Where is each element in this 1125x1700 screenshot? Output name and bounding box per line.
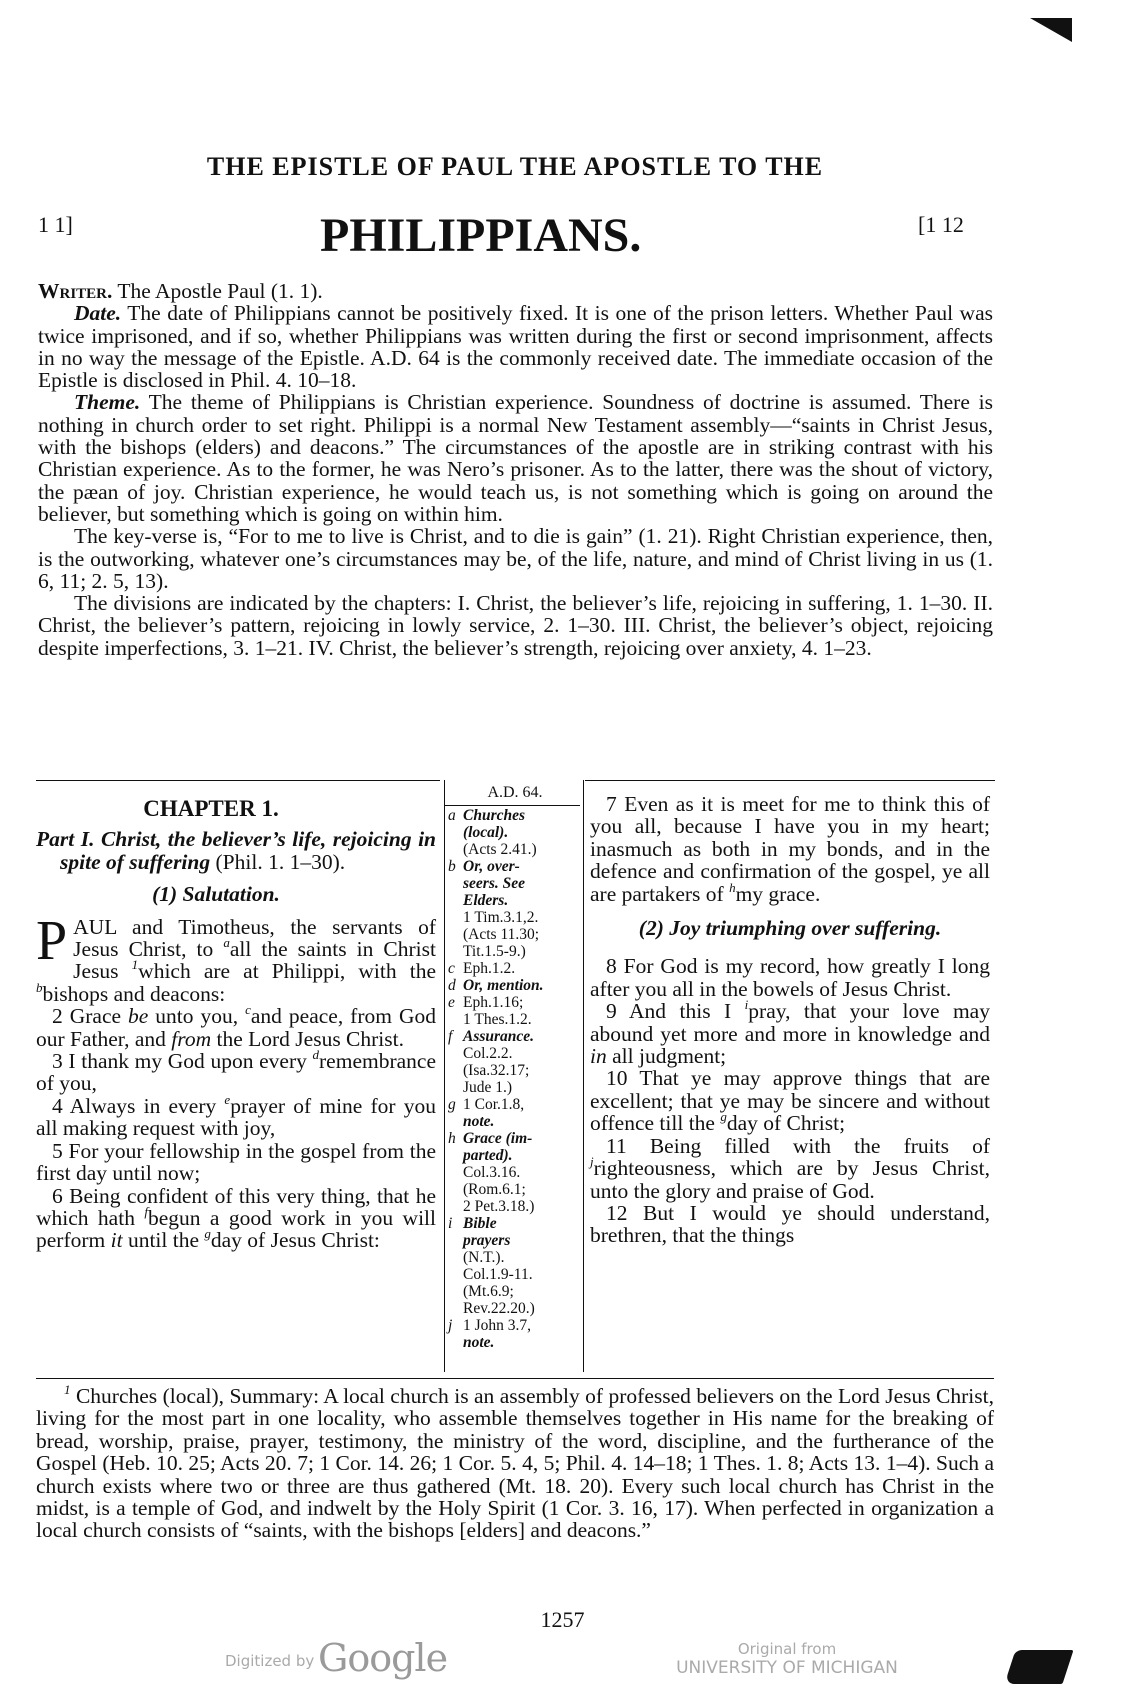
verse-2-text-a: 2 Grace	[52, 1004, 129, 1029]
theme-text: The theme of Philippians is Christian experience. Soundness of doctrine is assumed. There is nothing in church order to set right. Philippi is a normal New Testament assembly—“saints in Christ Jesus, with the bishops (elders) and deacons.” The circumstances of the apostle are in striking contrast with his Christian experience. As to the former, he was Nero’s prisoner. As to the latter, there was the shout of victory, the pæan of joy. Christian experience, he would teach us, is not something which is going on around the believer, but something which is going on within him.	[38, 390, 993, 526]
margin-ref-letter: h	[448, 1130, 456, 1147]
margin-ref-line: Bible	[463, 1215, 497, 1232]
margin-ref-line: Eph.1.2.	[463, 960, 516, 977]
right-column	[590, 793, 990, 1247]
ref-marker: d	[312, 1047, 320, 1063]
verse-2	[36, 1002, 436, 1051]
margin-ref-line: note.	[463, 1334, 495, 1351]
verse-1-text-b: all the saints in Christ Jesus	[73, 937, 436, 984]
verse-9-text-a: 9 And this I	[606, 999, 745, 1024]
verse-3-text-b: remembrance of you,	[36, 1049, 436, 1096]
salutation-heading-text: (1) Salutation.	[152, 882, 280, 907]
part-title-text: Part I. Christ, the believer’s life, rejoicing in spite of suffering	[36, 827, 436, 874]
margin-ref-line: (N.T.).	[463, 1249, 505, 1266]
date-label: Date.	[74, 301, 122, 326]
verse-9-text-b: pray, that your love may abound yet more and more in knowledge and	[590, 999, 990, 1046]
margin-ref	[448, 1130, 576, 1215]
margin-ref-line: Churches	[463, 807, 526, 824]
verse-6	[36, 1185, 436, 1252]
ref-marker: c	[245, 1002, 251, 1018]
margin-ref-letter: j	[448, 1317, 453, 1334]
epistle-heading: THE EPISTLE OF PAUL THE APOSTLE TO THE	[206, 152, 824, 181]
margin-ref-line: 1 Cor.1.8,	[463, 1096, 525, 1113]
verse-12: 12 But I would ye should understand, brethren, that the things	[590, 1200, 990, 1248]
verse-1-text-a: AUL and Timotheus, the servants of Jesus Christ, to	[73, 914, 436, 962]
margin-ref	[448, 977, 576, 994]
verse-6-italic: it	[110, 1228, 123, 1253]
verse-3-text-a: 3 I thank my God upon every	[52, 1049, 313, 1074]
left-chapter-ref: 1 1]	[38, 212, 73, 237]
margin-ref-line: (local).	[463, 824, 509, 841]
ref-marker: a	[223, 935, 230, 951]
university-label: UNIVERSITY OF MICHIGAN	[676, 1658, 898, 1678]
margin-ref-letter: b	[448, 858, 456, 875]
keyverse-paragraph: The key-verse is, “For to me to live is Christ, and to die is gain” (1. 21). Right Christian experience, then, is the outworking, whatever one’s circumstances may be, of the life, nature, and mind of Christ living in us (1. 6, 11; 2. 5, 13).	[38, 524, 993, 593]
margin-ref-line: Col.3.16.	[463, 1164, 521, 1181]
margin-ref-line: Col.2.2.	[463, 1045, 513, 1062]
margin-ref	[448, 1317, 576, 1351]
column-divider-left	[444, 780, 445, 1372]
margin-ref-line: Or, over-	[463, 858, 520, 875]
column-divider-right	[583, 780, 584, 1372]
margin-ref-letter: a	[448, 807, 456, 824]
margin-ref-line: Jude 1.)	[463, 1079, 513, 1096]
margin-ref-line: Col.1.9-11.	[463, 1266, 533, 1283]
margin-ref-letter: i	[448, 1215, 453, 1232]
verse-5: 5 For your fellowship in the gospel from the first day until now;	[36, 1138, 436, 1186]
verse-4-text-a: 4 Always in every	[52, 1093, 225, 1118]
verse-6-text-b: begun a good work in you will perform	[36, 1205, 436, 1253]
footnote	[36, 1382, 994, 1543]
verse-2-italic: be	[128, 1004, 149, 1029]
verse-7-text-a: 7 Even as it is meet for me to think this of you all, because I have you in my heart; inasmuch as both in my bonds, and in the defence and confirmation of the gospel, ye all are partakers of	[590, 792, 990, 906]
book-title: PHILIPPIANS.	[320, 209, 642, 262]
margin-ref-list	[448, 807, 576, 1351]
ref-marker: b	[36, 979, 43, 995]
margin-ref-line: prayers	[463, 1232, 511, 1249]
introduction	[38, 280, 993, 659]
joy-heading-text: (2) Joy triumphing over suffering.	[638, 916, 942, 941]
margin-ref-letter: e	[448, 994, 455, 1011]
verse-7	[590, 793, 990, 905]
margin-ref-line: Elders.	[463, 892, 509, 909]
margin-ref	[448, 1215, 576, 1317]
verse-1-text-d: bishops and deacons:	[42, 981, 226, 1006]
margin-ref-line: Or, mention.	[463, 977, 544, 994]
verse-2-text-b: unto you,	[148, 1004, 246, 1029]
verse-11-text-b: righteousness, which are by Jesus Christ, unto the glory and praise of God.	[590, 1156, 990, 1203]
theme-label: Theme.	[74, 390, 141, 415]
date-text: The date of Philippians cannot be positively fixed. It is one of the prison letters. Whether Paul was twice imprisoned, and if so, whether Philippians was written during the first or second imprisonment, affects in no way the message of the Epistle. A.D. 64 is the commonly received date. The immediate occasion of the Epistle is disclosed in Phil. 4. 10–18.	[38, 301, 993, 393]
verse-11-text-a: 11 Being filled with the fruits of	[606, 1133, 990, 1158]
margin-ref-line: (Acts 2.41.)	[463, 841, 537, 858]
verse-11	[590, 1135, 990, 1202]
margin-ref-line: Rev.22.20.)	[463, 1300, 535, 1317]
margin-ref-letter: g	[448, 1096, 456, 1113]
original-source	[672, 1640, 902, 1678]
verse-2-text-c: and peace, from God our Father, and	[36, 1004, 436, 1051]
verse-1-text-c: which are at Philippi, with the	[138, 959, 436, 984]
ref-marker: j	[590, 1154, 594, 1170]
verse-2-italic: from	[171, 1026, 212, 1051]
margin-ref	[448, 1028, 576, 1096]
margin-ref-line: parted).	[463, 1147, 513, 1164]
verse-1	[36, 909, 436, 1006]
left-column	[36, 798, 436, 1252]
page-corner-mark	[1030, 18, 1072, 42]
verse-7-text-b: my grace.	[735, 881, 821, 906]
margin-ref-line: 1 Thes.1.2.	[463, 1011, 532, 1028]
verse-9	[590, 997, 990, 1069]
ref-marker: i	[744, 997, 749, 1013]
margin-ref-letter: d	[448, 977, 456, 994]
writer-paragraph	[38, 280, 993, 302]
margin-ref-line: seers. See	[463, 875, 525, 892]
page-corner-blot	[1004, 1650, 1073, 1684]
margin-ref-line: (Mt.6.9;	[463, 1283, 514, 1300]
date-paragraph	[38, 302, 993, 391]
verse-9-text-c: all judgment;	[606, 1044, 727, 1069]
rule-right	[585, 780, 995, 781]
verse-10-text-b: day of Christ;	[726, 1111, 846, 1136]
rule-left	[36, 780, 440, 781]
chapter-heading: CHAPTER 1.	[143, 796, 279, 821]
verse-6-text-d: day of Jesus Christ:	[210, 1228, 380, 1253]
margin-ref-line: Eph.1.16;	[463, 994, 524, 1011]
theme-paragraph	[38, 391, 993, 525]
footnote-text: Churches (local), Summary: A local church is an assembly of professed believers on the Lord Jesus Christ, living for the most part in one locality, who assemble themselves together in His name for the breaking of bread, worship, praise, prayer, testimony, the ministry of the word, discipline, and the furtherance of the Gospel (Heb. 10. 25; Acts 20. 7; 1 Cor. 14. 26; 1 Cor. 5. 4, 5; Phil. 4. 14–18; 1 Thes. 1. 8; Acts 13. 1–4). Such a church exists where two or three are thus gathered (Mt. 18. 20). Every such local church has Christ in the midst, is a temple of God, and indwelt by the Holy Spirit (1 Cor. 3. 16, 17). When perfected in organization a local church consists of “saints, with the bishops [elders] and deacons.”	[36, 1384, 994, 1543]
footnote-marker: 1	[131, 957, 139, 973]
ref-marker: g	[204, 1226, 211, 1242]
margin-ref-line: 2 Pet.3.18.)	[463, 1198, 535, 1215]
margin-ref-line: Tit.1.5-9.)	[463, 943, 526, 960]
margin-ref	[448, 858, 576, 960]
rule-footnote	[36, 1378, 994, 1379]
page-number: 1257	[540, 1607, 585, 1632]
verse-10-text-a: 10 That ye may approve things that are excellent; that ye may be sincere and without offence till the	[590, 1066, 990, 1136]
margin-ref-letter: f	[448, 1028, 453, 1045]
verse-3	[36, 1047, 436, 1096]
margin-ref-line: (Rom.6.1;	[463, 1181, 526, 1198]
right-chapter-ref: [1 12	[918, 212, 964, 237]
margin-ref-line: note.	[463, 1113, 495, 1130]
writer-label: Writer.	[38, 279, 113, 303]
margin-ref	[448, 1096, 576, 1130]
joy-heading	[590, 917, 990, 939]
ref-marker: e	[224, 1091, 231, 1107]
verse-6-text-a: 6 Being confident of this very thing, that he which hath	[36, 1183, 436, 1230]
ref-marker: h	[729, 879, 736, 895]
salutation-heading	[0, 883, 436, 905]
part-title	[36, 828, 436, 873]
writer-text: The Apostle Paul (1. 1).	[117, 279, 323, 303]
margin-ref-line: (Isa.32.17;	[463, 1062, 530, 1079]
ref-marker: g	[720, 1109, 727, 1125]
margin-ref-line: 1 Tim.3.1,2.	[463, 909, 539, 926]
margin-ref-line: (Acts 11.30;	[463, 926, 540, 943]
margin-ref	[448, 994, 576, 1028]
google-logo: Google	[318, 1636, 448, 1680]
drop-cap: P	[36, 909, 68, 972]
margin-date: A.D. 64.	[487, 784, 543, 801]
verse-9-italic: in	[590, 1044, 607, 1069]
footnote-paragraph	[36, 1382, 994, 1543]
divisions-paragraph: The divisions are indicated by the chapters: I. Christ, the believer’s life, rejoicing in suffering, 1. 1–30. II. Christ, the believer’s pattern, rejoicing in lowly service, 2. 1–30. III. Christ, the believer’s object, rejoicing despite imperfections, 3. 1–21. IV. Christ, the believer’s strength, rejoicing over anxiety, 4. 1–23.	[38, 591, 993, 660]
original-from-label: Original from	[737, 1640, 837, 1658]
verse-6-text-c: until the	[122, 1228, 205, 1253]
margin-ref	[448, 807, 576, 858]
verse-10	[590, 1067, 990, 1134]
footnote-number: 1	[64, 1382, 71, 1397]
verse-4-text-b: prayer of mine for you all making request with joy,	[36, 1093, 436, 1141]
margin-ref-line: Assurance.	[463, 1028, 535, 1045]
verse-2-text-d: the Lord Jesus Christ.	[211, 1026, 405, 1051]
verse-8: 8 For God is my record, how greatly I long after you all in the bowels of Jesus Christ.	[590, 954, 990, 1001]
verse-4	[36, 1091, 436, 1141]
margin-references	[448, 784, 576, 1351]
margin-ref-line: 1 John 3.7,	[463, 1317, 532, 1334]
margin-ref-letter: c	[448, 960, 455, 977]
ref-marker: f	[144, 1203, 148, 1219]
digitized-by-label: Digitized by	[225, 1652, 315, 1670]
part-ref: (Phil. 1. 1–30).	[215, 849, 346, 874]
margin-ref	[448, 960, 576, 977]
margin-ref-line: Grace (im-	[463, 1130, 533, 1147]
